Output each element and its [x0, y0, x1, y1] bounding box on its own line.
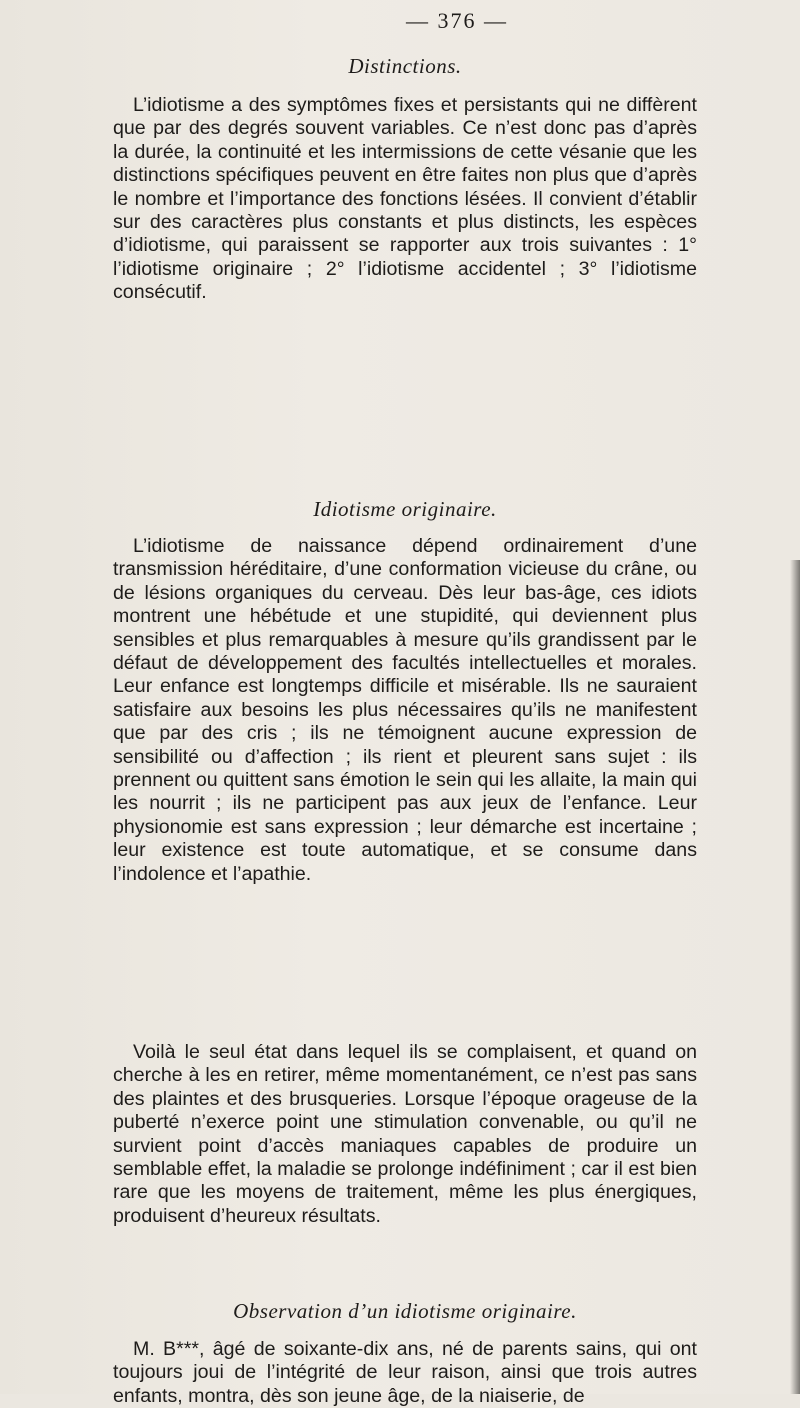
page-edge-shadow	[790, 560, 800, 1394]
section-title-distinctions: Distinctions.	[348, 54, 462, 78]
paragraph-observation: M. B***, âgé de soixante-dix ans, né de parents sains, qui ont toujours joui de l’intégrité de leur raison, ainsi que trois autres enfants, montra, dès son jeune âge, de la niaiserie, de	[113, 1338, 697, 1407]
section-title-observation: Observation d’un idiotisme originaire.	[233, 1299, 577, 1323]
section-title-idiotisme-originaire: Idiotisme originaire.	[313, 497, 497, 521]
page-number: — 376 —	[406, 8, 508, 33]
paragraph-distinctions: L’idiotisme a des symptômes fixes et persistants qui ne diffèrent que par des degrés souvent variables. Ce n’est donc pas d’après la durée, la continuité et les intermissions de cette vésanie que les distinctions spécifiques peuvent en être faites non plus que d’après le nombre et l’importance des fonctions lésées. Il convient d’établir sur des caractères plus constants et plus distincts, les espèces d’idiotisme, qui paraissent se rapporter aux trois suivantes : 1° l’idiotisme originaire ; 2° l’idiotisme accidentel ; 3° l’idiotisme consécutif.	[113, 94, 697, 304]
paragraph-idiotisme-originaire-1: L’idiotisme de naissance dépend ordinairement d’une transmission héréditaire, d’une conformation vicieuse du crâne, ou de lésions organiques du cerveau. Dès leur bas-âge, ces idiots montrent une hébétude et une stupidité, qui deviennent plus sensibles et plus remarquables à mesure qu’ils grandissent par le défaut de développement des facultés intellectuelles et morales. Leur enfance est longtemps difficile et misérable. Ils ne sauraient satisfaire aux besoins les plus nécessaires qu’ils ne manifestent que par des cris ; ils ne témoignent aucune expression de sensibilité ou d’affection ; ils rient et pleurent sans sujet : ils prennent ou quittent sans émotion le sein qui les allaite, la main qui les nourrit ; ils ne participent pas aux jeux de l’enfance. Leur physionomie est sans expression ; leur démarche est incertaine ; leur existence est toute automatique, et se consume dans l’indolence et l’apathie.	[113, 535, 697, 885]
paragraph-idiotisme-originaire-2: Voilà le seul état dans lequel ils se complaisent, et quand on cherche à les en retirer, même momentanément, ce n’est pas sans des plaintes et des brusqueries. Lorsque l’époque orageuse de la puberté n’exerce point une stimulation convenable, ou qu’il ne survient point d’accès maniaques capables de produire un semblable effet, la maladie se prolonge indéfiniment ; car il est bien rare que les moyens de traitement, même les plus énergiques, produisent d’heureux résultats.	[113, 1041, 697, 1227]
